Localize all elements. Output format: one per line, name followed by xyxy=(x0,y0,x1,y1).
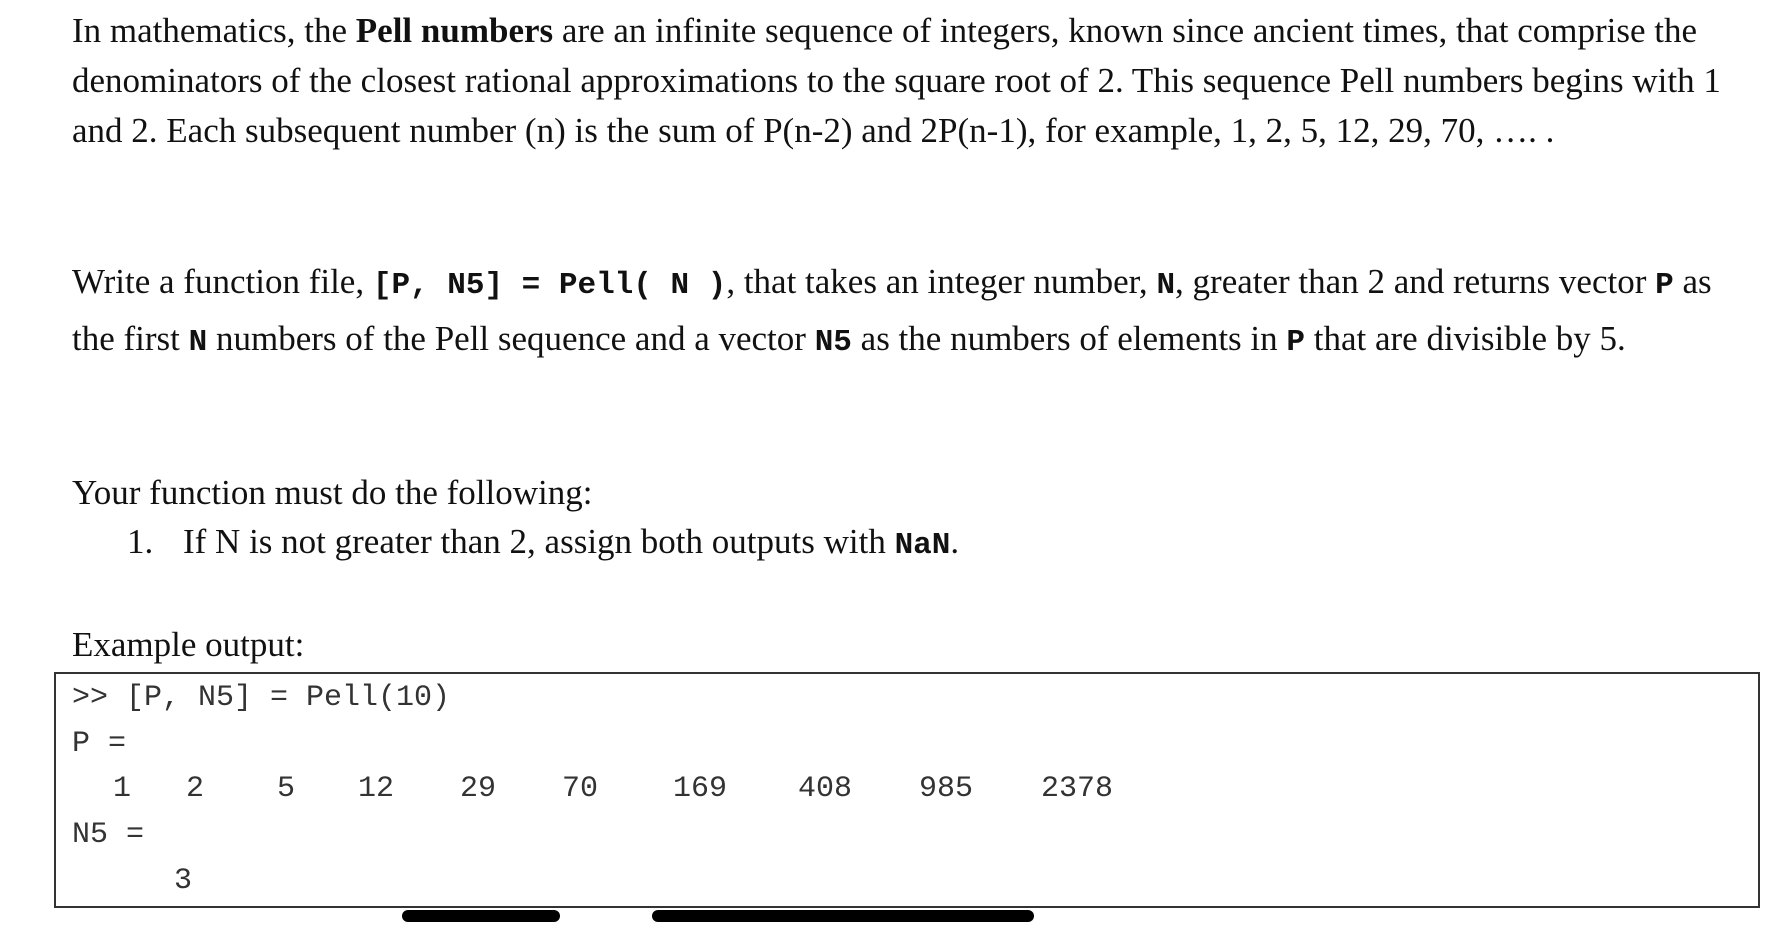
bottom-bar-left xyxy=(402,910,560,922)
paragraph-intro xyxy=(72,6,1732,156)
task-mid-4: numbers of the Pell sequence and a vector xyxy=(207,319,815,358)
var-p-second: P xyxy=(1286,325,1305,360)
p-value: 29 xyxy=(460,772,497,806)
n5-output-label: N5 = xyxy=(72,818,145,852)
requirement-item-1 xyxy=(127,517,959,571)
list-number: 1. xyxy=(127,522,154,561)
n5-output-value: 3 xyxy=(174,864,193,898)
var-p: P xyxy=(1655,268,1674,303)
task-mid-3: as the first xyxy=(72,262,1712,358)
task-mid-1: , that takes an integer number, xyxy=(726,262,1157,301)
p-value: 408 xyxy=(798,772,853,806)
task-mid-2: , greater than 2 and returns vector xyxy=(1175,262,1656,301)
p-value: 12 xyxy=(358,772,395,806)
paragraph-task xyxy=(72,255,1732,369)
var-n5: N5 xyxy=(814,325,852,360)
p-value: 985 xyxy=(919,772,974,806)
pell-numbers-term: Pell numbers xyxy=(355,11,554,50)
var-n-second: N xyxy=(188,325,208,360)
task-mid-5: as the numbers of elements in xyxy=(851,319,1287,358)
example-output-box xyxy=(54,672,1760,908)
requirements-heading: Your function must do the following: xyxy=(72,473,593,512)
example-output-label: Example output: xyxy=(72,625,305,664)
p-output-label: P = xyxy=(72,727,127,761)
requirement-text: If N is not greater than 2, assign both outputs with xyxy=(183,522,895,561)
command-line: >> [P, N5] = Pell(10) xyxy=(72,681,451,715)
intro-rest-text: are an infinite sequence of integers, known since ancient times, that comprise the denominators of the closest rational approximations to the square root of 2. This sequence Pell numbers begins with 1 and 2. Each subsequent number (n) is the sum of P(n-2) and 2P(n-1), for example, 1, 2, 5, 12, 29, 70, …. . xyxy=(72,11,1721,150)
bottom-bar-right xyxy=(652,910,1034,922)
p-value: 70 xyxy=(562,772,599,806)
task-suffix: that are divisible by 5. xyxy=(1305,319,1626,358)
task-prefix: Write a function file, xyxy=(72,262,373,301)
requirement-end: . xyxy=(950,522,960,561)
nan-code: NaN xyxy=(894,528,951,563)
p-value: 2 xyxy=(186,772,205,806)
var-n: N xyxy=(1156,268,1176,303)
p-value: 2378 xyxy=(1041,772,1114,806)
p-value: 1 xyxy=(113,772,132,806)
function-signature: [P, N5] = Pell( N ) xyxy=(372,268,727,303)
p-value: 5 xyxy=(277,772,296,806)
intro-text: In mathematics, the xyxy=(72,11,356,50)
p-value: 169 xyxy=(673,772,728,806)
